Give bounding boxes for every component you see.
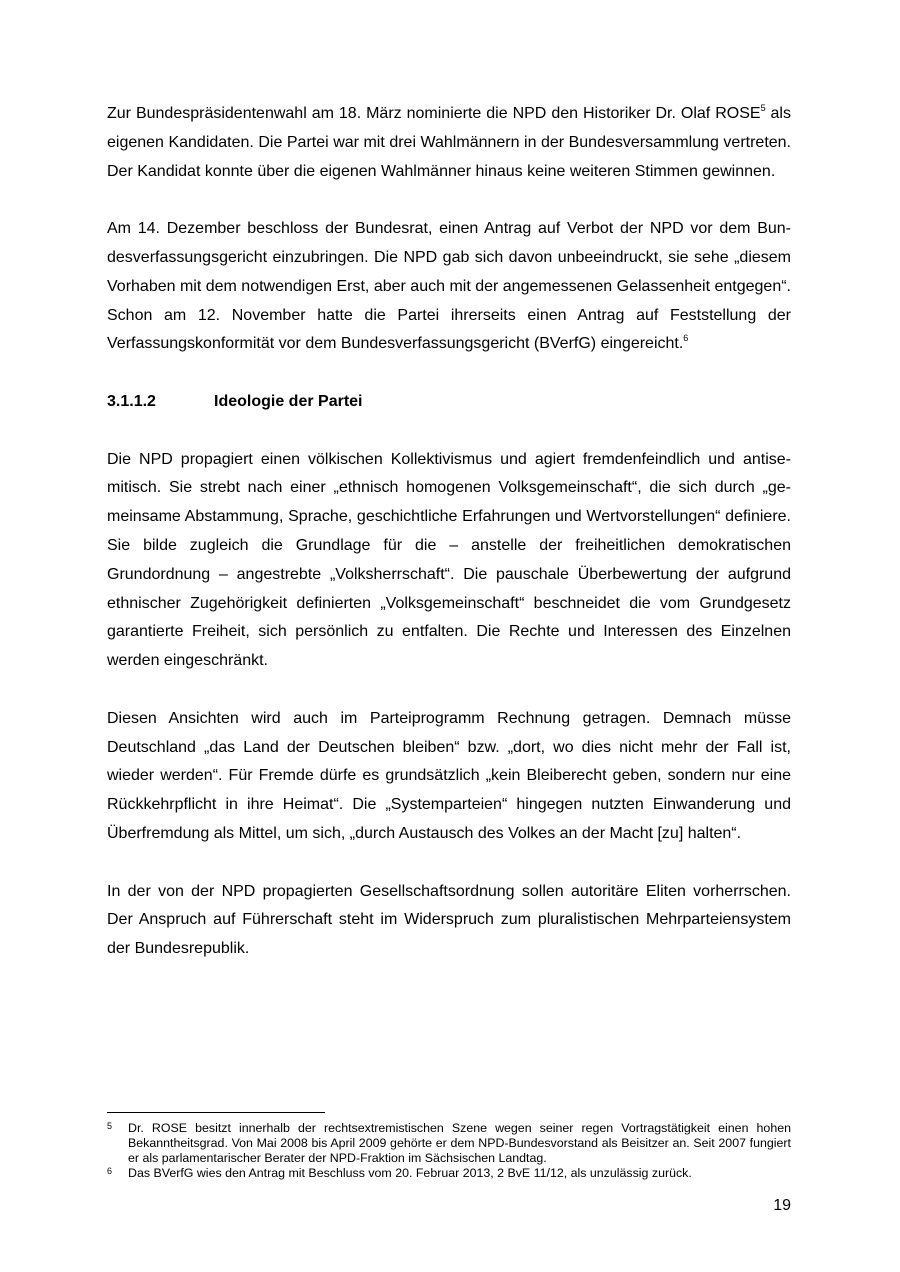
footnotes bbox=[107, 1112, 791, 1181]
footnote-reference-5[interactable]: 5 bbox=[760, 103, 766, 113]
footnote-mark: 5 bbox=[107, 1121, 113, 1131]
page-body bbox=[107, 100, 791, 964]
paragraph-bundesrat-antrag bbox=[107, 215, 791, 359]
paragraph-text: Zur Bundespräsidentenwahl am 18. März nominierte die NPD den Historiker Dr. Olaf ROSE bbox=[107, 105, 761, 122]
paragraph-text-continued: als eigenen Kandidaten. Die Partei war mit drei Wahlmännern in der Bundesversammlung vertreten. Der Kandidat konnte über die eigenen Wahlmänner hinaus keine weiteren Stimmen gewinnen. bbox=[107, 105, 791, 180]
paragraph-bundespraesidentenwahl bbox=[107, 100, 791, 186]
section-title: Ideologie der Partei bbox=[214, 392, 363, 410]
section-heading bbox=[107, 388, 791, 417]
paragraph-gesellschaftsordnung: In der von der NPD propagierten Gesellschaftsordnung sollen autoritäre Eliten vorherrschen. Der Anspruch auf Führerschaft steht im Widerspruch zum pluralistischen Mehrparteiensystem der Bundesrepublik. bbox=[107, 882, 791, 958]
paragraph-parteiprogramm: Diesen Ansichten wird auch im Parteiprogramm Rechnung getragen. Demnach müsse Deutschland „das Land der Deutschen bleiben“ bzw. „dort, wo dies nicht mehr der Fall ist, wieder werden“. Für Fremde dürfe es grundsätzlich „kein Bleiberecht geben, sondern nur eine Rückkehrpflicht in ihre Heimat“. Die „Systemparteien“ hingegen nutzten Einwanderung und Überfremdung als Mittel, um sich, „durch Austausch des Volkes an der Macht [zu] halten“. bbox=[107, 709, 791, 842]
paragraph-text: Am 14. Dezember beschloss der Bundesrat, einen Antrag auf Verbot der NPD vor dem Bundesverfassungsgericht einzubringen. Die NPD gab sich davon unbeeindruckt, sie sehe „diesem Vorhaben mit dem notwendigen Erst, aber auch mit der angemessenen Gelassenheit entgegen“. Schon am 12. November hatte die Partei ihrerseits einen Antrag auf Feststellung der Verfassungskonformität vor dem Bundesverfassungsgericht (BVerfG) eingereicht. bbox=[107, 220, 791, 353]
footnote-item bbox=[107, 1121, 791, 1166]
footnote-text: Das BVerfG wies den Antrag mit Beschluss vom 20. Februar 2013, 2 BvE 11/12, als unzulässig zurück. bbox=[128, 1166, 692, 1180]
footnote-mark: 6 bbox=[107, 1166, 113, 1176]
footnote-separator bbox=[107, 1112, 325, 1113]
page-number: 19 bbox=[773, 1197, 791, 1214]
section-number: 3.1.1.2 bbox=[107, 392, 156, 410]
footnote-reference-6[interactable]: 6 bbox=[683, 333, 689, 344]
footnote-text: Dr. ROSE besitzt innerhalb der rechtsextremistischen Szene wegen seiner regen Vortragstätigkeit einen hohen Bekanntheitsgrad. Von Mai 2008 bis April 2009 gehörte er dem NPD-Bundesvorstand als Beisitzer an. Seit 2007 fungiert er als parlamentarischer Berater der NPD-Fraktion im Sächsischen Landtag. bbox=[128, 1121, 791, 1165]
footnote-item bbox=[107, 1166, 791, 1181]
paragraph-ideologie: Die NPD propagiert einen völkischen Kollektivismus und agiert fremdenfeindlich und antisemitisch. Sie strebt nach einer „ethnisch homogenen Volksgemeinschaft“, die sich durch „gemeinsame Abstammung, Sprache, geschichtliche Erfahrungen und Wertvorstellungen“ definiere. Sie bilde zugleich die Grundlage für die – anstelle der freiheitlichen demokratischen Grundordnung – angestrebte „Volksherrschaft“. Die pauschale Überbewertung der aufgrund ethnischer Zugehörigkeit definierten „Volksgemeinschaft“ beschneidet die vom Grundgesetz garantierte Freiheit, sich persönlich zu entfalten. Die Rechte und Interessen des Einzelnen werden eingeschränkt. bbox=[107, 450, 791, 670]
